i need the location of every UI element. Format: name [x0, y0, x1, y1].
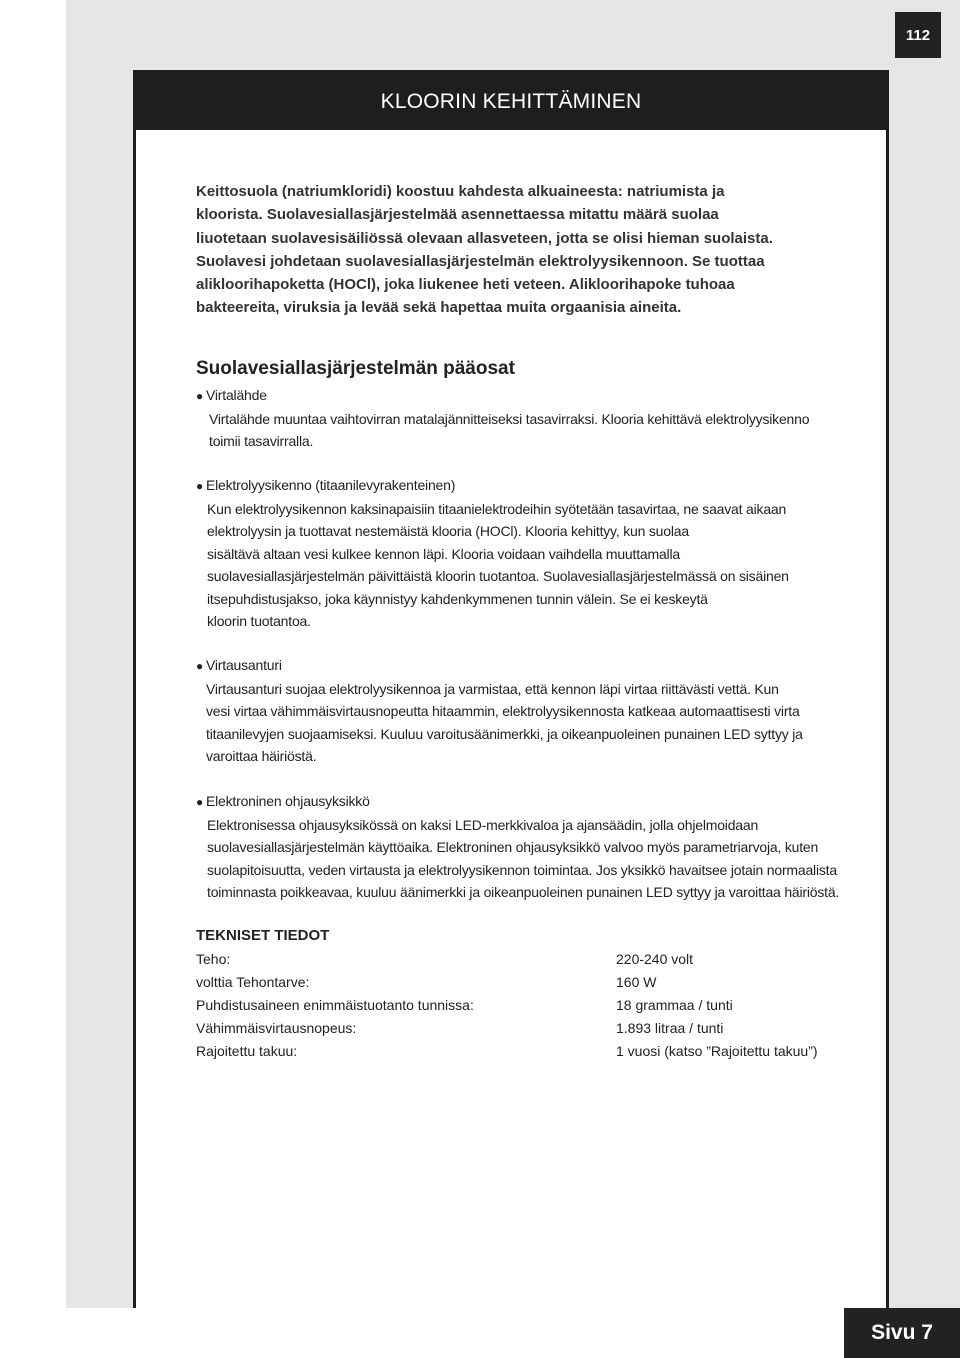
intro-line: bakteereita, viruksia ja levää sekä hapettaa muita orgaanisia aineita. — [196, 299, 682, 317]
spec-row — [196, 1017, 856, 1040]
component-item-elektrolyysikenno — [196, 474, 866, 633]
specs-table — [196, 948, 856, 1063]
description-line: itsepuhdistusjakso, joka käynnistyy kahdenkymmenen tunnin välein. Se ei keskeytä — [207, 590, 708, 607]
spec-value: 18 grammaa / tunti — [616, 997, 733, 1013]
description-line: vesi virtaa vähimmäisvirtausnopeutta hitaammin, elektrolyysikennosta katkeaa automaattisesti virta — [206, 703, 800, 719]
page-number-badge: 112 — [895, 12, 941, 58]
footer-page-label: Sivu 7 — [844, 1308, 960, 1358]
spec-row — [196, 971, 856, 994]
description-line: sisältävä altaan vesi kulkee kennon läpi. Klooria voidaan vaihdella muuttamalla — [207, 545, 680, 562]
description-line: Virtalähde muuntaa vaihtovirran matalajännitteiseksi tasavirraksi. Klooria kehittävä elektrolyysikenno — [209, 410, 810, 427]
component-item-virtausanturi — [196, 654, 866, 768]
component-name: Virtausanturi — [206, 657, 282, 673]
component-name: Elektrolyysikenno (titaanilevyrakenteinen) — [206, 477, 456, 493]
intro-line: alikloorihapoketta (HOCl), joka liukenee heti veteen. Alikloorihapoke tuhoaa — [196, 276, 735, 294]
bullet-icon: ● — [196, 479, 204, 493]
spec-label: volttia Tehontarve: — [196, 974, 310, 990]
component-item-virtalahde — [196, 384, 866, 453]
intro-line: liuotetaan suolavesisäiliössä olevaan allasveteen, jotta se olisi hieman suolaista. — [196, 229, 773, 247]
intro-paragraph — [196, 180, 856, 320]
description-line: suolavesiallasjärjestelmän käyttöaika. Elektroninen ohjausyksikkö valvoo myös parametriarvoja, kuten — [207, 839, 819, 855]
component-name: Elektroninen ohjausyksikkö — [206, 793, 370, 809]
description-line: Elektronisessa ohjausyksikössä on kaksi LED-merkkivaloa ja ajansäädin, jolla ohjelmoidaan — [207, 816, 759, 833]
description-line: titaanilevyjen suojaamiseksi. Kuuluu varoitusäänimerkki, ja oikeanpuoleinen punainen LED syttyy ja — [206, 725, 803, 742]
description-line: varoittaa häiriöstä. — [206, 748, 317, 764]
bullet-icon: ● — [196, 659, 204, 673]
component-item-ohjausyksikko — [196, 790, 866, 904]
spec-label: Rajoitettu takuu: — [196, 1043, 298, 1059]
component-name: Virtalähde — [206, 387, 267, 403]
component-description — [209, 408, 866, 453]
page-title: KLOORIN KEHITTÄMINEN — [136, 73, 886, 130]
bullet-icon: ● — [196, 795, 204, 809]
description-line: elektrolyysin ja tuottavat nestemäistä klooria (HOCl). Klooria kehittyy, kun suolaa — [207, 523, 689, 539]
spec-row — [196, 1040, 856, 1063]
description-line: kloorin tuotantoa. — [207, 613, 311, 629]
description-line: Kun elektrolyysikennon kaksinapaisiin titaanielektrodeihin syötetään tasavirtaa, ne saavat aikaan — [207, 500, 787, 517]
spec-label: Vähimmäisvirtausnopeus: — [196, 1020, 357, 1036]
component-description — [207, 498, 866, 633]
intro-line: Suolavesi johdetaan suolavesiallasjärjestelmän elektrolyysikennoon. Se tuottaa — [196, 252, 765, 270]
description-line: toimii tasavirralla. — [209, 433, 314, 449]
component-description — [207, 814, 866, 904]
description-line: suolapitoisuutta, veden virtausta ja elektrolyysikennon toimintaa. Jos yksikkö havaitsee jotain normaalista — [207, 861, 837, 878]
component-description — [206, 678, 866, 768]
description-line: Virtausanturi suojaa elektrolyysikennoa ja varmistaa, että kennon läpi virtaa riittävästi vettä. Kun — [206, 680, 779, 697]
spec-row — [196, 994, 856, 1017]
spec-row — [196, 948, 856, 971]
specs-title: TEKNISET TIEDOT — [196, 927, 330, 944]
description-line: toiminnasta poikkeavaa, kuuluu äänimerkki ja oikeanpuoleinen punainen LED syttyy ja varoittaa häiriöstä. — [207, 884, 840, 900]
spec-label: Puhdistusaineen enimmäistuotanto tunnissa: — [196, 997, 474, 1013]
spec-value: 1.893 litraa / tunti — [616, 1020, 724, 1036]
spec-value: 1 vuosi (katso ”Rajoitettu takuu”) — [616, 1043, 818, 1059]
intro-line: kloorista. Suolavesiallasjärjestelmää asennettaessa mitattu määrä suolaa — [196, 206, 719, 224]
intro-line: Keittosuola (natriumkloridi) koostuu kahdesta alkuaineesta: natriumista ja — [196, 183, 725, 200]
description-line: suolavesiallasjärjestelmän päivittäistä kloorin tuotantoa. Suolavesiallasjärjestelmässä on sisäinen — [207, 568, 789, 584]
section-title: Suolavesiallasjärjestelmän pääosat — [196, 358, 515, 379]
bullet-icon: ● — [196, 389, 204, 403]
spec-value: 220-240 volt — [616, 951, 694, 967]
spec-label: Teho: — [196, 951, 231, 967]
spec-value: 160 W — [616, 974, 657, 990]
